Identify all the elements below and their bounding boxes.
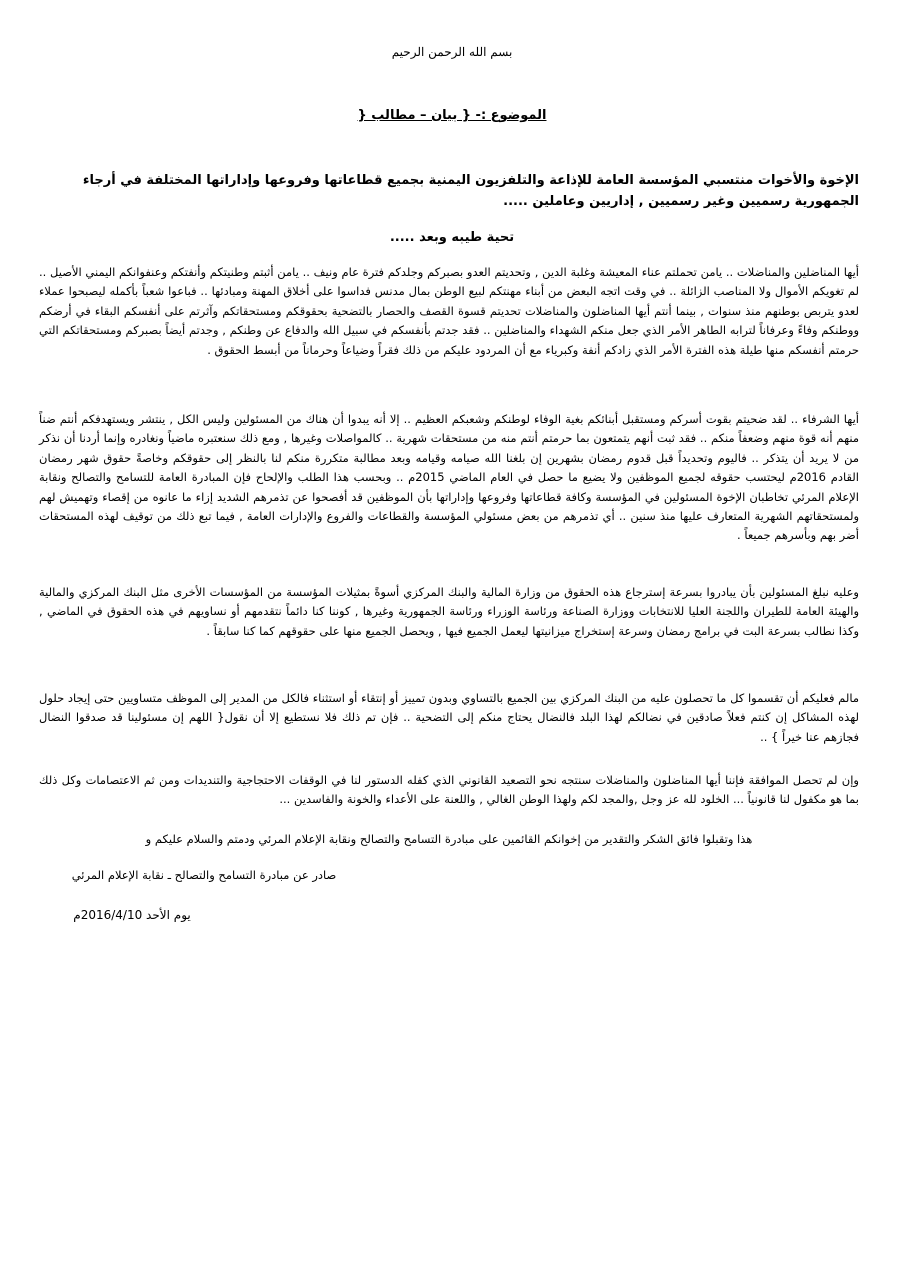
body-paragraph: أيها المناضلين والمناضلات .. يامن تحملتم عناء المعيشة وغلبة الدين , وتحديتم العدو بصبركم وجلدكم فترة عام ونيف .. يامن أثبتم وطنيتكم وأنفتكم وعنفوانكم اليمني الأصيل .. لم تغويكم الأموال ولا المناصب الزائلة .. في وقت اتجه البعض من أبناء مهنتكم لبيع الوطن بمال مدنس فداسوا على أخلاق المهنة ومبادئها .. فباعوا شعباً بأكمله ليصبحوا عملاء لعدو يتربص بوطنهم منذ سنوات , بينما أنتم أيها المناضلون والمناضلات تحديتم قسوة القصف والحصار بالتضحية بحقوقكم ومستحقاتكم وآثرتم على أنفسكم البقاء في أرضكم ووطنكم وفاءً وعرفاناً لترابه الطاهر الأمر الذي جعل منكم الشهداء والمناضلين .. فقد جدتم بأنفسكم في سبيل الله والدفاع عن وطنكم , وجدتم أيضاً بصبركم ومستحقاتكم التي حرمتم أنفسكم منها طيلة هذه الفترة الأمر الذي زادكم أنفة وكبرياء مع أن المردود عليكم من ذلك فقراً وضياعاً وحرماناً من أبسط الحقوق .: [39, 265, 859, 357]
issuer-signature: صادر عن مبادرة التسامح والتصالح ـ نقابة الإعلام المرئي: [71, 868, 337, 882]
body-paragraph: مالم فعليكم أن تقسموا كل ما تحصلون عليه من البنك المركزي بين الجميع بالتساوي وبدون تمييز أو إنتقاء أو استثناء فالكل من المدير إلى الموظف متساويين حتى إيجاد حلول لهذه المشاكل إن كنتم فعلاً صادقين في نضالكم لهذا البلد فالنضال يحتاج منكم إلى التضحية .. فإن تم ذلك فلا نستطيع إلا أن نقول{ اللهم إن مسئولينا قد صدقوا النضال فجازهم عنا خيراً } ..: [39, 691, 859, 744]
greeting-line: تحية طيبه وبعد .....: [389, 230, 515, 245]
subject-heading: الموضوع :- { بيان – مطالب {: [357, 108, 547, 123]
document-date: يوم الأحد 2016/4/10م: [73, 908, 191, 922]
body-paragraph: وعليه نبلغ المسئولين بأن يبادروا بسرعة إسترجاع هذه الحقوق من وزارة المالية والبنك المركزي أسوةً بمثيلات المؤسسة من المؤسسات الأخرى مثل البنك المركزي والمالية والهيئة العامة للطيران واللجنة العليا للانتخابات ووزارة الصناعة ورئاسة الوزراء ورئاسة الجمهورية وغيرها , كوننا كنا دائماً نتقدمهم أو نساويهم في هذه الحقوق في الماضي , وكذا نطالب بسرعة البت في برامج رمضان وسرعة إستخراج ميزانيتها ليعمل الجميع فيها , ويحصل الجميع منها على حقوقهم كما كنا سابقاً .: [39, 585, 859, 638]
addressee-line: الإخوة والأخوات منتسبي المؤسسة العامة للإذاعة والتلفزيون اليمنية بجميع قطاعاتها وفروعها وإداراتها المختلفة في أرجاء الجمهورية رسميين وغير رسميين , إداريين وعاملين .....: [82, 173, 859, 209]
basmala-header: بسم الله الرحمن الرحيم: [391, 45, 513, 59]
closing-line: هذا وتقبلوا فائق الشكر والتقدير من إخوانكم القائمين على مبادرة التسامح والتصالح ونقابة الإعلام المرئي ودمتم والسلام عليكم و: [145, 832, 753, 846]
body-paragraph: أيها الشرفاء .. لقد ضحيتم بقوت أسركم ومستقبل أبنائكم بغية الوفاء لوطنكم وشعبكم العظيم .. إلا أنه يبدوا أن هناك من المسئولين وليس الكل , ينتشر ويستهدفكم أنتم ضناً منهم أنه قوة منهم وضعفاً منكم .. فقد ثبت أنهم يتمتعون بما حرمتم أنتم منه من مستحقات شهرية .. كالمواصلات وغيرها , ومع ذلك سنعتبره ماضياً ونغادره وإنما أردنا أن نذكر من لا يريد أن يتذكر .. فاليوم وتحديداً قبل قدوم رمضان بشهرين إن بلغنا الله صيامه وقيامه وبعد مطالبة متكررة منكم لنا بالنظر إلى حقوقكم وخاصةً حقوق شهر رمضان القادم 2016م ليحتسب حقوقه لجميع الموظفين ولا يضيع ما حصل في العام الماضي 2015م .. وبحسب هذا الطلب والإلحاح فإن المبادرة العامة للتسامح والتصالح ونقابة الإعلام المرئي تخاطبان الإخوة المسئولين في المؤسسة وكافة قطاعاتها وفروعها وإداراتها بأن الموظفين قد أفصحوا عن تذمرهم الشديد إزاء ما عانوه من إقصاء وتهميش لهم ولمستحقاتهم الشهرية المتعارف عليها منذ سنين .. أي تذمرهم من بعض مسئولي المؤسسة والقطاعات والفروع والإدارات العامة , فيما تبع ذلك من توقيف لهذه المستحقات أضر بهم وبأسرهم جميعاً .: [39, 412, 859, 543]
body-paragraph: وإن لم تحصل الموافقة فإننا أيها المناضلون والمناضلات سنتجه نحو التصعيد القانوني الذي كفله الدستور لنا في الوقفات الاحتجاجية والتنديدات ومن ثم الاعتصامات وكل ذلك بما هو مكفول لنا قانونياً ... الخلود لله عز وجل ,والمجد لكم ولهذا الوطن الغالي , واللعنة على الأعداء والخونة والفاسدين ...: [39, 773, 859, 807]
